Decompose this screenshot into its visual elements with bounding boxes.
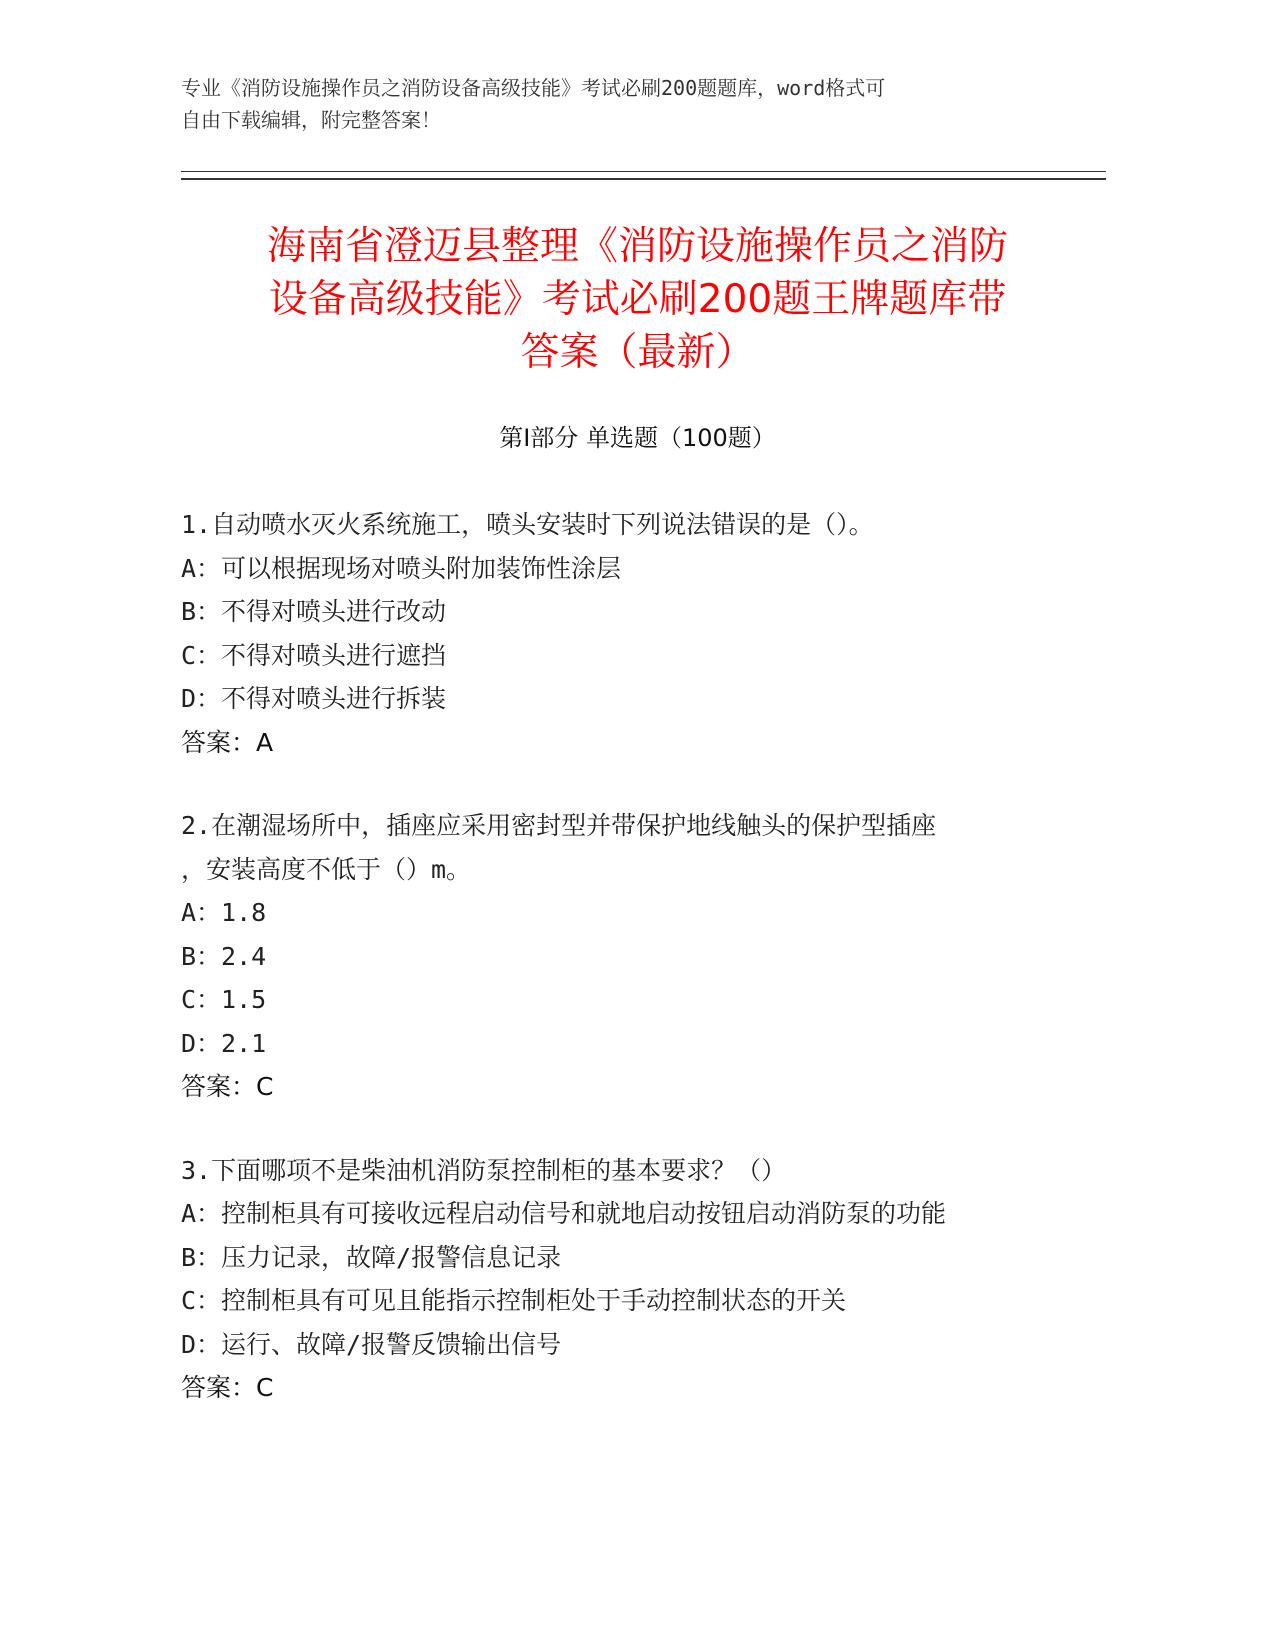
document-title-line: 答案（最新） — [520, 330, 755, 375]
header-divider-thick — [181, 178, 1106, 180]
question-item — [181, 503, 1081, 764]
section-title: 第Ⅰ部分 单选题（100题） — [499, 424, 776, 452]
question-list — [181, 503, 1081, 1450]
option-c: C：控制柜具有可见且能指示控制柜处于手动控制状态的开关 — [181, 1286, 847, 1315]
question-text: 1.自动喷水灭火系统施工，喷头安装时下列说法错误的是（）。 — [181, 510, 874, 539]
question-item — [181, 1149, 1081, 1410]
header-note-line: 专业《消防设施操作员之消防设备高级技能》考试必刷200题题库，word格式可 — [181, 76, 886, 100]
option-a: A：控制柜具有可接收远程启动信号和就地启动按钮启动消防泵的功能 — [181, 1199, 947, 1228]
question-text: 3.下面哪项不是柴油机消防泵控制柜的基本要求？（） — [181, 1155, 787, 1185]
answer-text: 答案：A — [181, 727, 274, 757]
question-text-continued: ，安装高度不低于（）m。 — [181, 854, 472, 884]
option-a: A：可以根据现场对喷头附加装饰性涂层 — [181, 553, 622, 583]
option-c: C：不得对喷头进行遮挡 — [181, 640, 447, 670]
header-note — [181, 72, 1041, 136]
option-d: D：不得对喷头进行拆装 — [181, 684, 447, 713]
option-b: B：2.4 — [181, 941, 267, 971]
option-a: A：1.8 — [181, 898, 267, 927]
option-c: C：1.5 — [181, 985, 267, 1014]
header-divider-thin — [181, 171, 1106, 172]
header-note-line: 自由下载编辑，附完整答案！ — [181, 108, 441, 132]
option-b: B：不得对喷头进行改动 — [181, 597, 447, 626]
answer-text: 答案：C — [181, 1072, 274, 1101]
option-b: B：压力记录，故障/报警信息记录 — [181, 1242, 562, 1272]
option-d: D：运行、故障/报警反馈输出信号 — [181, 1329, 562, 1359]
document-title — [150, 220, 1125, 379]
question-item — [181, 804, 1081, 1109]
document-title-line: 海南省澄迈县整理《消防设施操作员之消防 — [266, 224, 1008, 269]
document-title-line: 设备高级技能》考试必刷200题王牌题库带 — [268, 277, 1007, 322]
option-d: D：2.1 — [181, 1028, 267, 1058]
answer-text: 答案：C — [181, 1373, 274, 1402]
question-text: 2.在潮湿场所中，插座应采用密封型并带保护地线触头的保护型插座 — [181, 811, 937, 840]
